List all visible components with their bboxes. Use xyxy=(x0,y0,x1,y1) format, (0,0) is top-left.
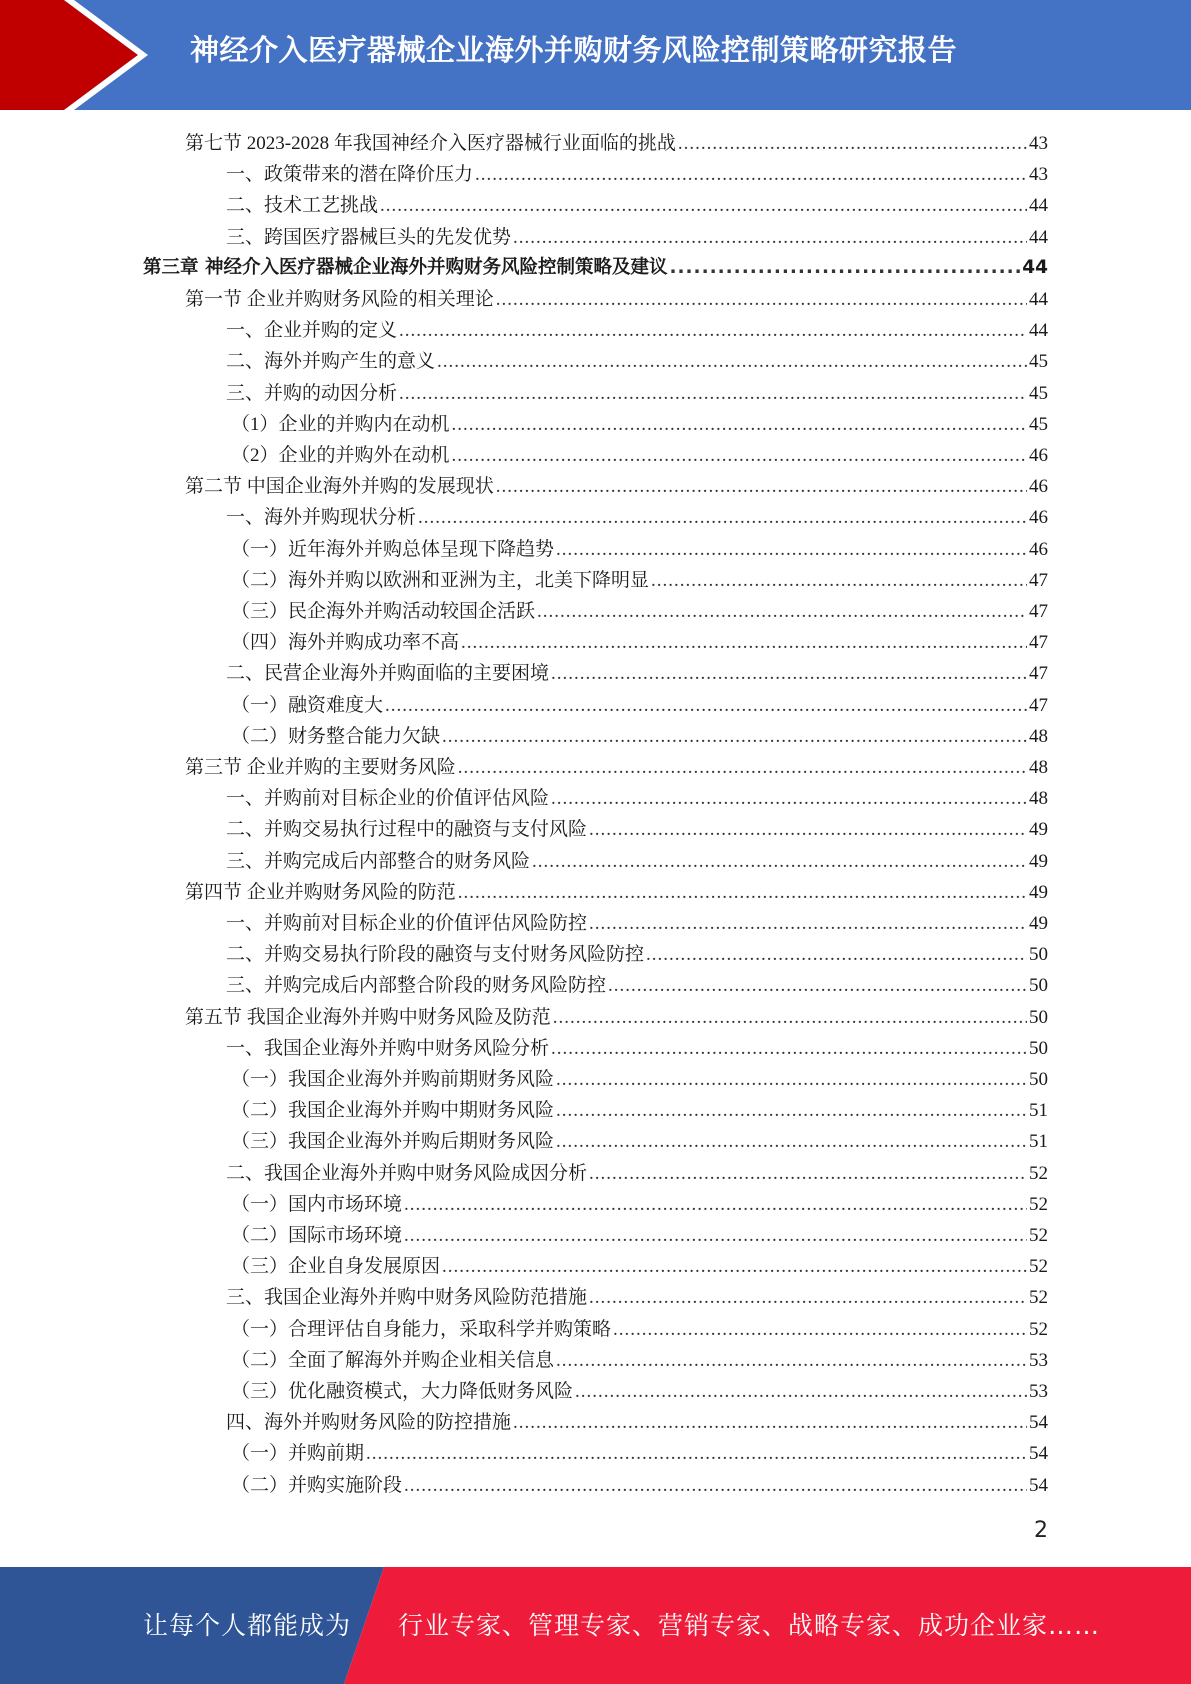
toc-dot-leader xyxy=(537,601,1027,623)
toc-entry-page: 54 xyxy=(1029,1412,1048,1433)
toc-entry-page: 49 xyxy=(1029,851,1048,872)
toc-dot-leader xyxy=(589,1163,1027,1185)
toc-entry-page: 52 xyxy=(1029,1163,1048,1184)
toc-entry[interactable] xyxy=(231,627,1048,658)
toc-entry-page: 47 xyxy=(1029,663,1048,684)
toc-entry-page: 43 xyxy=(1029,164,1048,185)
toc-dot-leader xyxy=(646,944,1027,966)
toc-dot-leader xyxy=(442,726,1027,748)
toc-entry-label: 第三节 企业并购的主要财务风险 xyxy=(185,757,456,778)
toc-entry[interactable] xyxy=(231,1064,1048,1095)
toc-entry-label: 三、并购完成后内部整合的财务风险 xyxy=(226,851,531,872)
toc-entry-label: （四）海外并购成功率不高 xyxy=(231,632,460,653)
toc-entry-label: 三、跨国医疗器械巨头的先发优势 xyxy=(226,227,512,248)
toc-entry-label: （一）近年海外并购总体呈现下降趋势 xyxy=(231,539,555,560)
toc-dot-leader xyxy=(452,445,1027,467)
toc-entry[interactable] xyxy=(226,502,1048,533)
toc-dot-leader xyxy=(496,476,1027,498)
toc-dot-leader xyxy=(556,1350,1027,1372)
toc-entry-label: 二、技术工艺挑战 xyxy=(226,195,379,216)
toc-entry[interactable] xyxy=(185,284,1048,315)
toc-entry-label: 一、并购前对目标企业的价值评估风险 xyxy=(226,788,550,809)
toc-entry-page: 44 xyxy=(1029,227,1048,248)
footer-slogan-left: 让每个人都能成为 xyxy=(143,1611,352,1640)
toc-entry-page: 44 xyxy=(1029,320,1048,341)
toc-entry-label: 第五节 我国企业海外并购中财务风险及防范 xyxy=(185,1007,551,1028)
toc-entry-label: 三、并购的动因分析 xyxy=(226,383,398,404)
toc-entry-label: 二、海外并购产生的意义 xyxy=(226,351,436,372)
toc-entry-label: 三、并购完成后内部整合阶段的财务风险防控 xyxy=(226,975,607,996)
footer-slogan-right: 行业专家、管理专家、营销专家、战略专家、成功企业家…… xyxy=(398,1611,1101,1640)
toc-dot-leader xyxy=(532,851,1027,873)
toc-dot-leader xyxy=(399,383,1027,405)
toc-dot-leader xyxy=(551,1038,1027,1060)
toc-entry[interactable] xyxy=(231,1126,1048,1157)
toc-dot-leader xyxy=(380,195,1027,217)
toc-entry-page: 52 xyxy=(1029,1287,1048,1308)
toc-entry-page: 46 xyxy=(1029,539,1048,560)
toc-entry-label: （一）融资难度大 xyxy=(231,695,384,716)
toc-entry[interactable] xyxy=(226,1407,1048,1438)
toc-entry[interactable] xyxy=(231,596,1048,627)
toc-entry[interactable] xyxy=(231,1095,1048,1126)
toc-entry[interactable] xyxy=(226,315,1048,346)
toc-entry-page: 46 xyxy=(1029,476,1048,497)
toc-entry[interactable] xyxy=(231,1345,1048,1376)
toc-entry[interactable] xyxy=(231,409,1048,440)
toc-dot-leader xyxy=(551,663,1027,685)
toc-entry-page: 49 xyxy=(1029,913,1048,934)
toc-dot-leader xyxy=(575,1381,1027,1403)
toc-entry-page: 52 xyxy=(1029,1256,1048,1277)
toc-dot-leader xyxy=(556,539,1027,561)
toc-dot-leader xyxy=(442,1256,1027,1278)
toc-entry[interactable] xyxy=(226,908,1048,939)
toc-entry-page: 51 xyxy=(1029,1100,1048,1121)
toc-dot-leader xyxy=(651,570,1027,592)
toc-entry-page: 48 xyxy=(1029,757,1048,778)
toc-entry-page: 43 xyxy=(1029,133,1048,154)
toc-entry-page: 50 xyxy=(1029,1038,1048,1059)
toc-dot-leader xyxy=(556,1131,1027,1153)
toc-entry-page: 46 xyxy=(1029,445,1048,466)
toc-dot-leader xyxy=(589,1287,1027,1309)
toc-entry-page: 49 xyxy=(1029,882,1048,903)
toc-entry-page: 48 xyxy=(1029,726,1048,747)
toc-entry[interactable] xyxy=(231,1470,1048,1501)
toc-entry-page: 50 xyxy=(1029,1069,1048,1090)
toc-entry-label: 第三章 神经介入医疗器械企业海外并购财务风险控制策略及建议 xyxy=(143,257,668,278)
toc-entry-page: 52 xyxy=(1029,1194,1048,1215)
toc-dot-leader xyxy=(437,351,1027,373)
toc-entry-label: 第一节 企业并购财务风险的相关理论 xyxy=(185,289,494,310)
toc-entry-page: 53 xyxy=(1029,1350,1048,1371)
header-chevron-icon xyxy=(0,0,160,110)
toc-entry[interactable] xyxy=(231,1189,1048,1220)
toc-dot-leader xyxy=(513,1412,1027,1434)
toc-entry-page: 54 xyxy=(1029,1443,1048,1464)
toc-dot-leader xyxy=(399,320,1027,342)
toc-entry[interactable] xyxy=(226,346,1048,377)
toc-entry-label: 一、企业并购的定义 xyxy=(226,320,398,341)
toc-entry[interactable] xyxy=(231,1376,1048,1407)
toc-dot-leader xyxy=(608,975,1027,997)
footer-band xyxy=(0,1567,1191,1684)
toc-dot-leader xyxy=(589,819,1027,841)
toc-dot-leader xyxy=(366,1443,1027,1465)
header-band xyxy=(0,0,1191,110)
toc-dot-leader xyxy=(678,133,1027,155)
toc-entry-label: （二）我国企业海外并购中期财务风险 xyxy=(231,1100,555,1121)
toc-entry-label: （三）企业自身发展原因 xyxy=(231,1256,441,1277)
toc-entry-label: 三、我国企业海外并购中财务风险防范措施 xyxy=(226,1287,588,1308)
toc-entry[interactable] xyxy=(226,814,1048,845)
document-title: 神经介入医疗器械企业海外并购财务风险控制策略研究报告 xyxy=(190,33,958,67)
toc-entry-label: （三）优化融资模式，大力降低财务风险 xyxy=(231,1381,574,1402)
toc-entry-page: 51 xyxy=(1029,1131,1048,1152)
toc-entry-page: 45 xyxy=(1029,414,1048,435)
toc-dot-leader xyxy=(458,757,1027,779)
toc-entry[interactable] xyxy=(231,1251,1048,1282)
toc-dot-leader xyxy=(385,695,1027,717)
toc-entry-label: 一、我国企业海外并购中财务风险分析 xyxy=(226,1038,550,1059)
toc-chapter-entry[interactable] xyxy=(143,253,1048,284)
toc-entry-page: 47 xyxy=(1029,632,1048,653)
toc-entry[interactable] xyxy=(226,159,1048,190)
toc-entry-label: （1）企业的并购内在动机 xyxy=(231,414,450,435)
toc-entry[interactable] xyxy=(226,1158,1048,1189)
toc-entry-page: 47 xyxy=(1029,570,1048,591)
toc-entry[interactable] xyxy=(231,1438,1048,1469)
toc-dot-leader xyxy=(452,414,1027,436)
toc-entry[interactable] xyxy=(231,534,1048,565)
toc-entry-label: 一、政策带来的潜在降价压力 xyxy=(226,164,474,185)
toc-dot-leader xyxy=(556,1069,1027,1091)
toc-entry-label: （一）合理评估自身能力，采取科学并购策略 xyxy=(231,1319,612,1340)
toc-dot-leader xyxy=(556,1100,1027,1122)
toc-dot-leader xyxy=(475,164,1027,186)
toc-entry-page: 50 xyxy=(1029,975,1048,996)
toc-entry[interactable] xyxy=(185,128,1048,159)
toc-dot-leader xyxy=(461,632,1027,654)
page-number: 2 xyxy=(1034,1518,1048,1543)
toc-entry[interactable] xyxy=(231,440,1048,471)
toc-entry-label: 二、民营企业海外并购面临的主要困境 xyxy=(226,663,550,684)
toc-entry-page: 45 xyxy=(1029,383,1048,404)
toc-entry-label: （二）财务整合能力欠缺 xyxy=(231,726,441,747)
toc-entry-label: （三）我国企业海外并购后期财务风险 xyxy=(231,1131,555,1152)
toc-entry[interactable] xyxy=(226,939,1048,970)
toc-entry[interactable] xyxy=(226,1033,1048,1064)
toc-entry[interactable] xyxy=(226,970,1048,1001)
toc-dot-leader xyxy=(589,913,1027,935)
toc-entry-page: 47 xyxy=(1029,601,1048,622)
toc-entry-label: 二、并购交易执行过程中的融资与支付风险 xyxy=(226,819,588,840)
toc-entry-page: 49 xyxy=(1029,819,1048,840)
toc-dot-leader xyxy=(404,1475,1027,1497)
toc-entry-page: 47 xyxy=(1029,695,1048,716)
toc-entry-label: 第四节 企业并购财务风险的防范 xyxy=(185,882,456,903)
toc-entry-label: 第二节 中国企业海外并购的发展现状 xyxy=(185,476,494,497)
toc-entry[interactable] xyxy=(185,752,1048,783)
toc-entry[interactable] xyxy=(185,1002,1048,1033)
toc-entry-page: 44 xyxy=(1029,289,1048,310)
toc-entry-label: （二）并购实施阶段 xyxy=(231,1475,403,1496)
toc-entry[interactable] xyxy=(226,846,1048,877)
toc-entry-label: （一）我国企业海外并购前期财务风险 xyxy=(231,1069,555,1090)
toc-entry[interactable] xyxy=(231,1220,1048,1251)
toc-entry-label: 二、并购交易执行阶段的融资与支付财务风险防控 xyxy=(226,944,645,965)
toc-entry-label: 二、我国企业海外并购中财务风险成因分析 xyxy=(226,1163,588,1184)
toc-entry-page: 44 xyxy=(1022,257,1048,278)
toc-entry-page: 45 xyxy=(1029,351,1048,372)
toc-dot-leader xyxy=(613,1319,1027,1341)
toc-dot-leader xyxy=(418,507,1027,529)
toc-entry-page: 44 xyxy=(1029,195,1048,216)
toc-entry-label: 一、并购前对目标企业的价值评估风险防控 xyxy=(226,913,588,934)
toc-entry-label: （2）企业的并购外在动机 xyxy=(231,445,450,466)
toc-entry[interactable] xyxy=(185,877,1048,908)
toc-entry[interactable] xyxy=(231,1314,1048,1345)
toc-dot-leader xyxy=(458,882,1027,904)
toc-entry-page: 53 xyxy=(1029,1381,1048,1402)
toc-entry-label: 第七节 2023-2028 年我国神经介入医疗器械行业面临的挑战 xyxy=(185,133,676,154)
toc-dot-leader xyxy=(551,788,1027,810)
toc-entry[interactable] xyxy=(231,721,1048,752)
toc-entry-label: （二）国际市场环境 xyxy=(231,1225,403,1246)
toc-entry-label: 一、海外并购现状分析 xyxy=(226,507,417,528)
toc-entry[interactable] xyxy=(226,190,1048,221)
toc-entry-label: （一）国内市场环境 xyxy=(231,1194,403,1215)
toc-entry-page: 50 xyxy=(1029,1007,1048,1028)
toc-dot-leader xyxy=(404,1225,1027,1247)
toc-entry[interactable] xyxy=(226,658,1048,689)
toc-entry-page: 46 xyxy=(1029,507,1048,528)
toc-dot-leader xyxy=(513,227,1027,249)
toc-dot-leader xyxy=(404,1194,1027,1216)
toc-entry[interactable] xyxy=(226,378,1048,409)
toc-entry-label: （三）民企海外并购活动较国企活跃 xyxy=(231,601,536,622)
toc-entry[interactable] xyxy=(231,565,1048,596)
toc-dot-leader xyxy=(553,1007,1027,1029)
toc-entry-label: （一）并购前期 xyxy=(231,1443,365,1464)
toc-entry[interactable] xyxy=(226,783,1048,814)
toc-dot-leader xyxy=(669,257,1020,278)
toc-entry-page: 54 xyxy=(1029,1475,1048,1496)
toc-entry-label: （二）全面了解海外并购企业相关信息 xyxy=(231,1350,555,1371)
toc-dot-leader xyxy=(496,289,1027,311)
toc-entry[interactable] xyxy=(231,690,1048,721)
toc-entry[interactable] xyxy=(226,222,1048,253)
toc-entry-page: 52 xyxy=(1029,1319,1048,1340)
toc-entry-label: （二）海外并购以欧洲和亚洲为主，北美下降明显 xyxy=(231,570,650,591)
toc-entry[interactable] xyxy=(185,471,1048,502)
toc-entry-page: 52 xyxy=(1029,1225,1048,1246)
toc-entry[interactable] xyxy=(226,1282,1048,1313)
toc-entry-page: 50 xyxy=(1029,944,1048,965)
toc-entry-page: 48 xyxy=(1029,788,1048,809)
toc-entry-label: 四、海外并购财务风险的防控措施 xyxy=(226,1412,512,1433)
